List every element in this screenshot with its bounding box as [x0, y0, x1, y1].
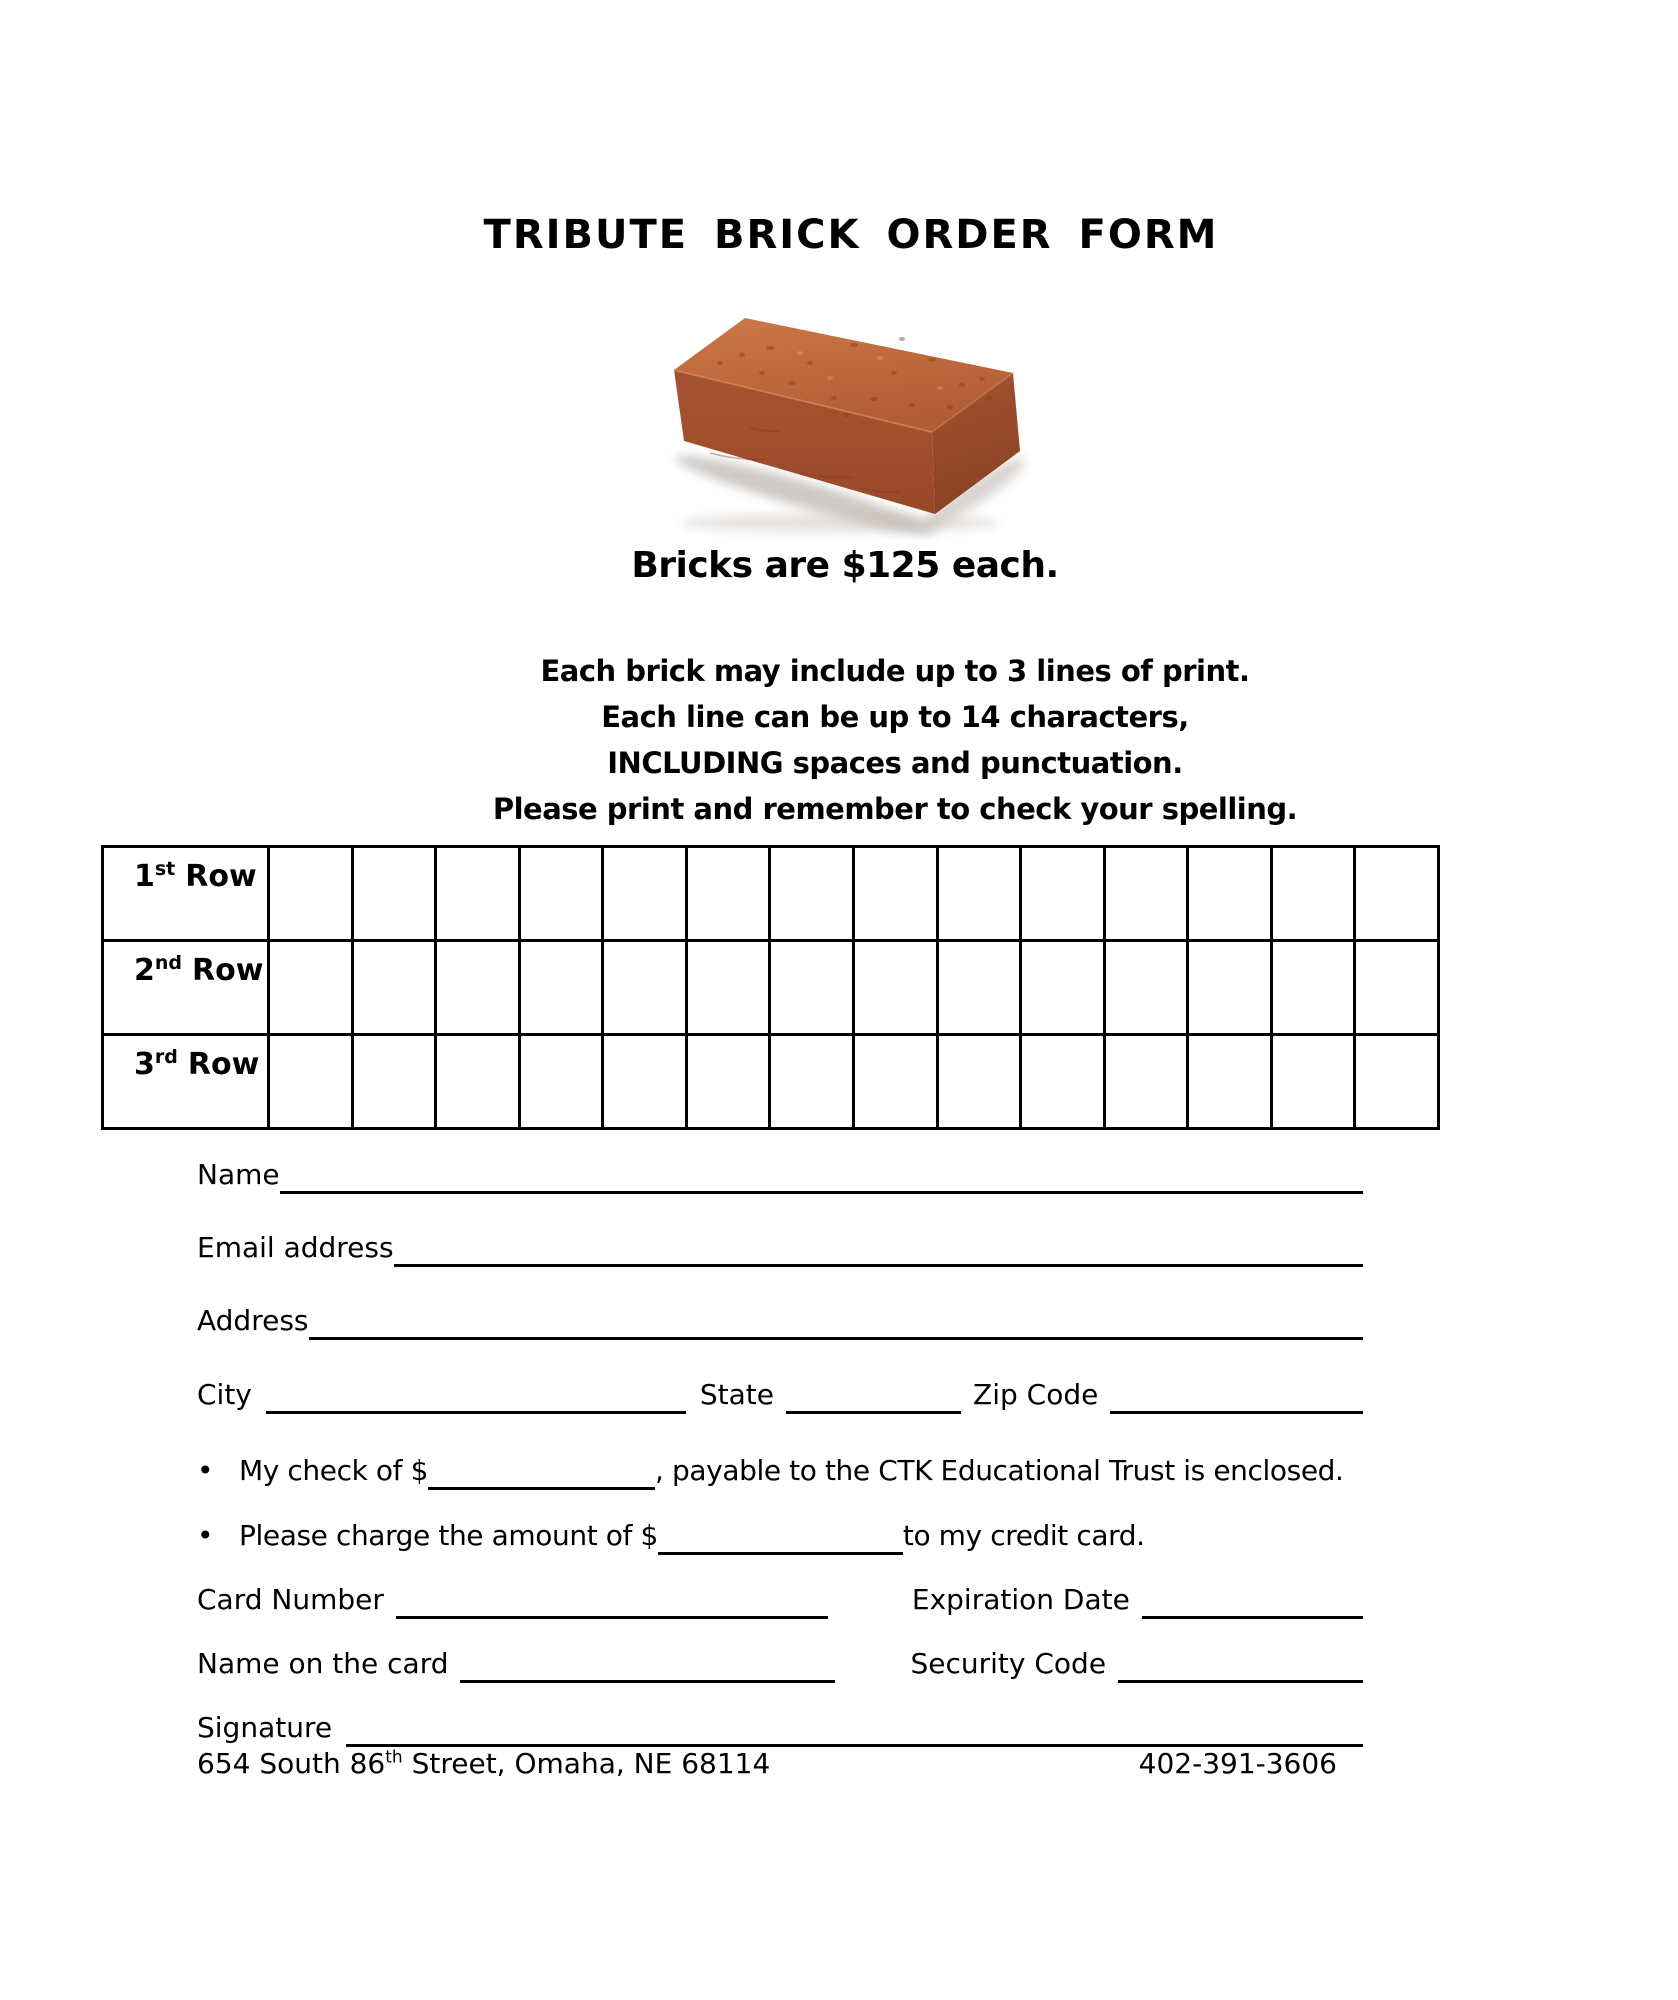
- name-field-line: [197, 1152, 1363, 1194]
- brick-char-cell[interactable]: [1355, 1035, 1439, 1129]
- brick-char-cell[interactable]: [853, 941, 937, 1035]
- brick-char-cell[interactable]: [603, 847, 687, 941]
- card-number-blank[interactable]: [396, 1608, 828, 1619]
- brick-char-cell[interactable]: [519, 1035, 603, 1129]
- city-blank[interactable]: [266, 1403, 686, 1414]
- card-number-label: Card Number: [197, 1583, 384, 1617]
- zip-blank[interactable]: [1110, 1403, 1363, 1414]
- bullet-icon: •: [197, 1519, 214, 1553]
- check-amount-blank[interactable]: [428, 1479, 655, 1490]
- brick-char-cell[interactable]: [1021, 941, 1105, 1035]
- expiration-label: Expiration Date: [911, 1583, 1130, 1617]
- charge-option-line: [197, 1513, 1437, 1555]
- brick-image: [650, 303, 1040, 543]
- brick-char-cell[interactable]: [1355, 941, 1439, 1035]
- address-label: Address: [197, 1304, 309, 1338]
- brick-char-cell[interactable]: [937, 847, 1021, 941]
- instructions-line: INCLUDING spaces and punctuation.: [607, 746, 1183, 780]
- brick-char-cell[interactable]: [770, 847, 854, 941]
- brick-char-cell[interactable]: [436, 847, 520, 941]
- brick-char-cell[interactable]: [853, 847, 937, 941]
- instructions-line: Please print and remember to check your spelling.: [492, 792, 1298, 826]
- footer-address: 654 South 86th Street, Omaha, NE 68114: [197, 1747, 771, 1780]
- instructions-line: Each brick may include up to 3 lines of print.: [540, 654, 1250, 688]
- brick-char-cell[interactable]: [1355, 847, 1439, 941]
- brick-char-cell[interactable]: [269, 941, 353, 1035]
- bullet-icon: •: [197, 1454, 214, 1488]
- address-blank[interactable]: [309, 1329, 1363, 1340]
- instructions-line: Each line can be up to 14 characters,: [601, 700, 1189, 734]
- signature-label: Signature: [197, 1711, 333, 1745]
- brick-char-cell[interactable]: [853, 1035, 937, 1129]
- brick-char-cell[interactable]: [603, 1035, 687, 1129]
- card-number-line: [197, 1577, 1363, 1619]
- charge-amount-blank[interactable]: [658, 1544, 903, 1555]
- grid-row: [103, 847, 1439, 941]
- brick-photo: [650, 303, 1040, 543]
- state-label: State: [699, 1378, 775, 1412]
- brick-char-cell[interactable]: [519, 941, 603, 1035]
- name-on-card-blank[interactable]: [460, 1672, 835, 1683]
- check-option-post: , payable to the CTK Educational Trust is enclosed.: [655, 1454, 1344, 1488]
- footer: [197, 1747, 1337, 1780]
- brick-char-cell[interactable]: [269, 847, 353, 941]
- brick-char-cell[interactable]: [352, 1035, 436, 1129]
- state-blank[interactable]: [786, 1403, 961, 1414]
- brick-char-cell[interactable]: [1021, 847, 1105, 941]
- brick-char-cell[interactable]: [1104, 941, 1188, 1035]
- name-on-card-line: [197, 1641, 1363, 1683]
- inscription-grid: [101, 845, 1440, 1130]
- brick-char-cell[interactable]: [352, 847, 436, 941]
- brick-char-cell[interactable]: [1271, 1035, 1355, 1129]
- brick-char-cell[interactable]: [1188, 941, 1272, 1035]
- brick-char-cell[interactable]: [1104, 1035, 1188, 1129]
- brick-char-cell[interactable]: [269, 1035, 353, 1129]
- brick-char-cell[interactable]: [770, 1035, 854, 1129]
- zip-label: Zip Code: [973, 1378, 1099, 1412]
- grid-row: [103, 941, 1439, 1035]
- email-blank[interactable]: [394, 1256, 1363, 1267]
- brick-char-cell[interactable]: [436, 941, 520, 1035]
- brick-char-cell[interactable]: [1271, 941, 1355, 1035]
- grid-row-label: 1st Row: [103, 847, 269, 941]
- footer-address-ordinal: th: [385, 1747, 403, 1768]
- brick-char-cell[interactable]: [1271, 847, 1355, 941]
- grid-row-label: 2nd Row: [103, 941, 269, 1035]
- signature-blank[interactable]: [346, 1736, 1363, 1747]
- grid-row-label: 3rd Row: [103, 1035, 269, 1129]
- brick-char-cell[interactable]: [770, 941, 854, 1035]
- brick-char-cell[interactable]: [686, 847, 770, 941]
- name-blank[interactable]: [280, 1183, 1363, 1194]
- brick-char-cell[interactable]: [352, 941, 436, 1035]
- email-field-line: [197, 1225, 1363, 1267]
- price-text: Bricks are $125 each.: [631, 545, 1059, 586]
- security-code-blank[interactable]: [1118, 1672, 1363, 1683]
- address-field-line: [197, 1298, 1363, 1340]
- brick-char-cell[interactable]: [1021, 1035, 1105, 1129]
- brick-char-cell[interactable]: [686, 1035, 770, 1129]
- expiration-blank[interactable]: [1142, 1608, 1363, 1619]
- brick-char-cell[interactable]: [519, 847, 603, 941]
- brick-char-cell[interactable]: [686, 941, 770, 1035]
- security-code-label: Security Code: [910, 1647, 1107, 1681]
- page-title: TRIBUTE BRICK ORDER FORM: [483, 212, 1219, 258]
- email-label: Email address: [197, 1231, 394, 1265]
- brick-char-cell[interactable]: [1188, 847, 1272, 941]
- city-state-zip-line: [197, 1372, 1363, 1414]
- charge-option-post: to my credit card.: [902, 1519, 1145, 1553]
- brick-char-cell[interactable]: [1104, 847, 1188, 941]
- name-on-card-label: Name on the card: [197, 1647, 449, 1681]
- brick-char-cell[interactable]: [436, 1035, 520, 1129]
- brick-char-cell[interactable]: [937, 1035, 1021, 1129]
- brick-char-cell[interactable]: [937, 941, 1021, 1035]
- instructions-block: [0, 648, 1678, 832]
- check-option-line: [197, 1448, 1437, 1490]
- brick-char-cell[interactable]: [1188, 1035, 1272, 1129]
- grid-row: [103, 1035, 1439, 1129]
- footer-phone: 402-391-3606: [1138, 1747, 1337, 1780]
- brick-char-cell[interactable]: [603, 941, 687, 1035]
- charge-option-pre: Please charge the amount of $: [239, 1519, 658, 1553]
- signature-line: [197, 1705, 1363, 1747]
- city-label: City: [197, 1378, 252, 1412]
- check-option-pre: My check of $: [239, 1454, 429, 1488]
- name-label: Name: [197, 1158, 280, 1192]
